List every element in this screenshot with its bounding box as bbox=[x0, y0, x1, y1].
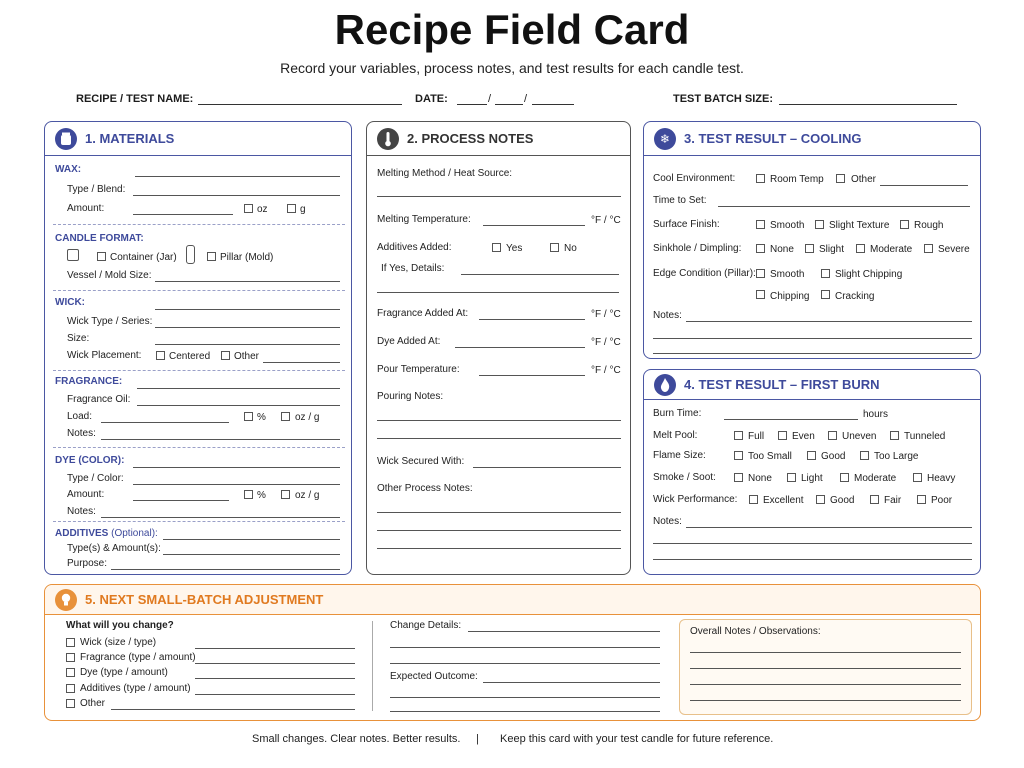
change-details-label: Change Details: bbox=[390, 620, 462, 631]
full-label: Full bbox=[748, 431, 765, 442]
wick-perf-label: Wick Performance: bbox=[653, 494, 738, 505]
wax-oz-checkbox[interactable] bbox=[244, 204, 253, 213]
melting-temp-field[interactable] bbox=[483, 225, 585, 226]
pillar-mold-label: Pillar (Mold) bbox=[220, 252, 274, 263]
process-panel bbox=[366, 121, 631, 575]
divider bbox=[53, 521, 345, 522]
wick-placement-label: Wick Placement: bbox=[67, 350, 142, 361]
footer-tagline: Small changes. Clear notes. Better results. bbox=[252, 733, 461, 745]
fragrance-oil-field[interactable] bbox=[137, 405, 340, 406]
smoke-moderate-checkbox[interactable] bbox=[840, 473, 849, 482]
type-color-field[interactable] bbox=[133, 484, 340, 485]
pouring-notes-field-2[interactable] bbox=[377, 438, 621, 439]
wick-field[interactable] bbox=[155, 309, 340, 310]
dye-added-unit: °F / °C bbox=[591, 337, 621, 348]
smoke-none-label: None bbox=[748, 473, 772, 484]
pouring-notes-label: Pouring Notes: bbox=[377, 391, 444, 402]
other-process-notes-label: Other Process Notes: bbox=[377, 483, 473, 494]
pouring-notes-field[interactable] bbox=[377, 420, 621, 421]
adj-other-checkbox[interactable] bbox=[66, 699, 75, 708]
overall-notes-line bbox=[690, 652, 961, 653]
burn-notes-label: Notes: bbox=[653, 516, 682, 527]
wick-size-label: Size: bbox=[67, 333, 90, 344]
melt-pool-label: Melt Pool: bbox=[653, 430, 698, 441]
uneven-label: Uneven bbox=[842, 431, 877, 442]
container-jar-label: Container (Jar) bbox=[110, 252, 177, 263]
pour-temp-unit: °F / °C bbox=[591, 365, 621, 376]
if-yes-field[interactable] bbox=[461, 274, 619, 275]
load-oz-g-checkbox[interactable] bbox=[281, 412, 290, 421]
fair-label: Fair bbox=[884, 495, 902, 506]
other-notes-field-2[interactable] bbox=[377, 530, 621, 531]
burn-title: 4. TEST RESULT – FIRST BURN bbox=[684, 377, 880, 392]
additives-field[interactable] bbox=[163, 539, 340, 540]
load-label: Load: bbox=[67, 411, 93, 422]
additives-section-label: ADDITIVES (Optional): bbox=[55, 528, 158, 539]
change-details-field-2[interactable] bbox=[390, 647, 660, 648]
divider bbox=[53, 224, 345, 225]
batch-size-field[interactable] bbox=[779, 104, 957, 105]
rough-label: Rough bbox=[914, 220, 944, 231]
dye-section-label: DYE (COLOR): bbox=[55, 455, 125, 466]
date-month-field[interactable] bbox=[457, 104, 487, 105]
other-notes-field[interactable] bbox=[377, 512, 621, 513]
centered-label: Centered bbox=[169, 351, 211, 362]
uneven-checkbox[interactable] bbox=[828, 431, 837, 440]
footer-reference-note: Keep this card with your test candle for future reference. bbox=[500, 733, 774, 745]
fair-checkbox[interactable] bbox=[870, 495, 879, 504]
wick-section-label: WICK: bbox=[55, 297, 85, 308]
perf-good-label: Good bbox=[830, 495, 855, 506]
edge-condition-label: Edge Condition (Pillar): bbox=[653, 268, 756, 279]
wax-g-checkbox[interactable] bbox=[287, 204, 296, 213]
wax-amount-label: Amount: bbox=[67, 203, 105, 214]
fragrance-added-label: Fragrance Added At: bbox=[377, 308, 469, 319]
expected-outcome-field-2[interactable] bbox=[390, 697, 660, 698]
melting-temp-label: Melting Temperature: bbox=[377, 214, 471, 225]
smoke-moderate-label: Moderate bbox=[854, 473, 897, 484]
materials-panel bbox=[44, 121, 352, 575]
adjustment-panel bbox=[44, 584, 981, 721]
burn-notes-field-3[interactable] bbox=[653, 559, 972, 560]
change-details-field[interactable] bbox=[468, 631, 660, 632]
smoke-heavy-checkbox[interactable] bbox=[913, 473, 922, 482]
adjustment-title: 5. NEXT SMALL-BATCH ADJUSTMENT bbox=[85, 592, 324, 607]
divider bbox=[53, 447, 345, 448]
jar-format-icon bbox=[67, 249, 79, 261]
cool-other-checkbox[interactable] bbox=[836, 174, 845, 183]
slight-texture-checkbox[interactable] bbox=[815, 220, 824, 229]
snowflake-icon: ❄ bbox=[654, 128, 676, 150]
load-field[interactable] bbox=[101, 422, 229, 423]
centered-checkbox[interactable] bbox=[156, 351, 165, 360]
cooling-notes-label: Notes: bbox=[653, 310, 682, 321]
surface-finish-label: Surface Finish: bbox=[653, 219, 720, 230]
excellent-label: Excellent bbox=[763, 495, 804, 506]
additives-no-checkbox[interactable] bbox=[550, 243, 559, 252]
sink-slight-label: Slight bbox=[819, 244, 845, 255]
room-temp-label: Room Temp bbox=[770, 174, 824, 185]
sink-severe-label: Severe bbox=[938, 244, 970, 255]
purpose-label: Purpose: bbox=[67, 558, 108, 569]
poor-checkbox[interactable] bbox=[917, 495, 926, 504]
overall-notes-line bbox=[690, 668, 961, 669]
date-slash-2: / bbox=[524, 93, 528, 105]
dye-notes-field[interactable] bbox=[101, 517, 340, 518]
adj-other-label: Other bbox=[80, 698, 106, 709]
thermometer-icon bbox=[377, 128, 399, 150]
chipping-label: Chipping bbox=[770, 291, 810, 302]
too-large-checkbox[interactable] bbox=[860, 451, 869, 460]
expected-outcome-field[interactable] bbox=[483, 682, 660, 683]
cool-other-label: Other bbox=[851, 174, 877, 185]
room-temp-checkbox[interactable] bbox=[756, 174, 765, 183]
wick-type-label: Wick Type / Series: bbox=[67, 316, 153, 327]
melting-method-label: Melting Method / Heat Source: bbox=[377, 168, 513, 179]
fragrance-added-unit: °F / °C bbox=[591, 309, 621, 320]
too-small-label: Too Small bbox=[748, 451, 792, 462]
cracking-checkbox[interactable] bbox=[821, 290, 830, 299]
sink-severe-checkbox[interactable] bbox=[924, 244, 933, 253]
adj-additives-field[interactable] bbox=[195, 694, 355, 695]
recipe-name-field[interactable] bbox=[198, 104, 402, 105]
dye-oz-g-label: oz / g bbox=[295, 490, 320, 501]
burn-time-label: Burn Time: bbox=[653, 408, 702, 419]
cracking-label: Cracking bbox=[835, 291, 875, 302]
adj-dye-checkbox[interactable] bbox=[66, 668, 75, 677]
rough-checkbox[interactable] bbox=[900, 220, 909, 229]
fragrance-field[interactable] bbox=[137, 388, 340, 389]
burn-header bbox=[644, 370, 980, 400]
adj-additives-label: Additives (type / amount) bbox=[80, 683, 191, 694]
pillar-mold-checkbox[interactable] bbox=[207, 252, 216, 261]
dye-field[interactable] bbox=[133, 467, 340, 468]
flame-size-label: Flame Size: bbox=[653, 450, 706, 461]
materials-header bbox=[45, 122, 351, 156]
date-label: DATE: bbox=[415, 93, 448, 105]
burn-notes-field[interactable] bbox=[686, 527, 972, 528]
overall-notes-line bbox=[690, 700, 961, 701]
wick-size-field[interactable] bbox=[155, 344, 340, 345]
wick-other-checkbox[interactable] bbox=[221, 351, 230, 360]
overall-notes-line bbox=[690, 684, 961, 685]
melting-temp-unit: °F / °C bbox=[591, 215, 621, 226]
dye-notes-label: Notes: bbox=[67, 506, 96, 517]
wax-oz-label: oz bbox=[257, 204, 268, 215]
burn-time-field[interactable] bbox=[724, 419, 858, 420]
flame-good-label: Good bbox=[821, 451, 846, 462]
cooling-title: 3. TEST RESULT – COOLING bbox=[684, 131, 862, 146]
types-amounts-label: Type(s) & Amount(s): bbox=[67, 543, 161, 554]
additives-yes-label: Yes bbox=[506, 243, 523, 254]
perf-good-checkbox[interactable] bbox=[816, 495, 825, 504]
wax-section-label: WAX: bbox=[55, 164, 82, 175]
smoke-none-checkbox[interactable] bbox=[734, 473, 743, 482]
vessel-size-field[interactable] bbox=[155, 281, 340, 282]
types-amounts-field[interactable] bbox=[163, 554, 340, 555]
load-percent-checkbox[interactable] bbox=[244, 412, 253, 421]
wick-secured-field[interactable] bbox=[473, 467, 621, 468]
too-large-label: Too Large bbox=[874, 451, 919, 462]
smoke-heavy-label: Heavy bbox=[927, 473, 956, 484]
fragrance-added-field[interactable] bbox=[479, 319, 585, 320]
process-header bbox=[367, 122, 630, 156]
date-slash-1: / bbox=[488, 93, 492, 105]
cooling-notes-field-2[interactable] bbox=[653, 338, 972, 339]
adj-additives-checkbox[interactable] bbox=[66, 684, 75, 693]
sink-moderate-checkbox[interactable] bbox=[856, 244, 865, 253]
additives-added-label: Additives Added: bbox=[377, 242, 452, 253]
expected-outcome-field-3[interactable] bbox=[390, 711, 660, 712]
edge-smooth-checkbox[interactable] bbox=[756, 269, 765, 278]
adj-wick-field[interactable] bbox=[195, 648, 355, 649]
time-to-set-field[interactable] bbox=[718, 206, 970, 207]
wick-type-field[interactable] bbox=[155, 327, 340, 328]
cool-other-field[interactable] bbox=[880, 185, 968, 186]
type-blend-field[interactable] bbox=[133, 195, 340, 196]
fragrance-notes-field[interactable] bbox=[101, 439, 340, 440]
type-color-label: Type / Color: bbox=[67, 473, 124, 484]
edge-smooth-label: Smooth bbox=[770, 269, 805, 280]
sink-slight-checkbox[interactable] bbox=[805, 244, 814, 253]
page-subtitle: Record your variables, process notes, and test results for each candle test. bbox=[280, 60, 744, 76]
adjustment-header bbox=[45, 585, 980, 615]
container-jar-checkbox[interactable] bbox=[97, 252, 106, 261]
tunneled-label: Tunneled bbox=[904, 431, 946, 442]
dye-percent-label: % bbox=[257, 490, 266, 501]
process-title: 2. PROCESS NOTES bbox=[407, 131, 534, 146]
too-small-checkbox[interactable] bbox=[734, 451, 743, 460]
adj-other-field[interactable] bbox=[111, 709, 355, 710]
cool-env-label: Cool Environment: bbox=[653, 173, 736, 184]
smoke-light-checkbox[interactable] bbox=[787, 473, 796, 482]
candle-format-section-label: CANDLE FORMAT: bbox=[55, 233, 144, 244]
sink-none-label: None bbox=[770, 244, 794, 255]
divider bbox=[53, 290, 345, 291]
slight-chipping-label: Slight Chipping bbox=[835, 269, 903, 280]
cooling-panel bbox=[643, 121, 981, 359]
smooth-label: Smooth bbox=[770, 220, 805, 231]
adj-fragrance-field[interactable] bbox=[195, 663, 355, 664]
adj-fragrance-checkbox[interactable] bbox=[66, 653, 75, 662]
time-to-set-label: Time to Set: bbox=[653, 195, 707, 206]
load-percent-label: % bbox=[257, 412, 266, 423]
sink-none-checkbox[interactable] bbox=[756, 244, 765, 253]
divider bbox=[53, 370, 345, 371]
other-notes-field-3[interactable] bbox=[377, 548, 621, 549]
chipping-checkbox[interactable] bbox=[756, 290, 765, 299]
cooling-header bbox=[644, 122, 980, 156]
if-yes-label: If Yes, Details: bbox=[381, 263, 445, 274]
wick-other-field[interactable] bbox=[263, 362, 340, 363]
wax-amount-field[interactable] bbox=[133, 214, 233, 215]
wick-secured-label: Wick Secured With: bbox=[377, 456, 465, 467]
tunneled-checkbox[interactable] bbox=[890, 431, 899, 440]
flame-icon bbox=[654, 374, 676, 396]
if-yes-field-2[interactable] bbox=[377, 292, 619, 293]
dye-added-label: Dye Added At: bbox=[377, 336, 441, 347]
dye-amount-label: Amount: bbox=[67, 489, 105, 500]
overall-notes-label: Overall Notes / Observations: bbox=[690, 626, 821, 637]
cooling-notes-field-3[interactable] bbox=[653, 353, 972, 354]
adj-wick-checkbox[interactable] bbox=[66, 638, 75, 647]
load-oz-g-label: oz / g bbox=[295, 412, 320, 423]
burn-notes-field-2[interactable] bbox=[653, 543, 972, 544]
even-label: Even bbox=[792, 431, 815, 442]
purpose-field[interactable] bbox=[111, 569, 340, 570]
batch-size-label: TEST BATCH SIZE: bbox=[673, 93, 774, 105]
pour-temp-label: Pour Temperature: bbox=[377, 364, 460, 375]
adj-dye-field[interactable] bbox=[195, 678, 355, 679]
smooth-checkbox[interactable] bbox=[756, 220, 765, 229]
recipe-name-label: RECIPE / TEST NAME: bbox=[76, 93, 194, 105]
lightbulb-icon bbox=[55, 589, 77, 611]
sink-moderate-label: Moderate bbox=[870, 244, 913, 255]
vessel-size-label: Vessel / Mold Size: bbox=[67, 270, 152, 281]
slight-texture-label: Slight Texture bbox=[829, 220, 890, 231]
footer-separator: | bbox=[476, 733, 479, 745]
wax-field[interactable] bbox=[135, 176, 340, 177]
adj-fragrance-label: Fragrance (type / amount) bbox=[80, 652, 196, 663]
jar-icon bbox=[55, 128, 77, 150]
fragrance-oil-label: Fragrance Oil: bbox=[67, 394, 131, 405]
pour-temp-field[interactable] bbox=[479, 375, 585, 376]
type-blend-label: Type / Blend: bbox=[67, 184, 126, 195]
slight-chipping-checkbox[interactable] bbox=[821, 269, 830, 278]
dye-oz-g-checkbox[interactable] bbox=[281, 490, 290, 499]
full-checkbox[interactable] bbox=[734, 431, 743, 440]
excellent-checkbox[interactable] bbox=[749, 495, 758, 504]
smoke-light-label: Light bbox=[801, 473, 823, 484]
column-divider bbox=[372, 621, 373, 711]
dye-added-field[interactable] bbox=[455, 347, 585, 348]
melting-method-field[interactable] bbox=[377, 196, 621, 197]
adj-dye-label: Dye (type / amount) bbox=[80, 667, 168, 678]
additives-no-label: No bbox=[564, 243, 577, 254]
wick-other-label: Other bbox=[234, 351, 260, 362]
overall-notes-box[interactable] bbox=[679, 619, 972, 715]
cooling-notes-field[interactable] bbox=[686, 321, 972, 322]
dye-percent-checkbox[interactable] bbox=[244, 490, 253, 499]
hours-label: hours bbox=[863, 409, 889, 420]
sinkhole-label: Sinkhole / Dimpling: bbox=[653, 243, 742, 254]
pillar-format-icon bbox=[186, 245, 195, 264]
smoke-label: Smoke / Soot: bbox=[653, 472, 716, 483]
flame-good-checkbox[interactable] bbox=[807, 451, 816, 460]
date-day-field[interactable] bbox=[495, 104, 523, 105]
page-title: Recipe Field Card bbox=[334, 6, 690, 53]
materials-title: 1. MATERIALS bbox=[85, 131, 175, 146]
dye-amount-field[interactable] bbox=[133, 500, 229, 501]
fragrance-section-label: FRAGRANCE: bbox=[55, 376, 123, 387]
adj-wick-label: Wick (size / type) bbox=[80, 637, 157, 648]
poor-label: Poor bbox=[931, 495, 953, 506]
change-details-field-3[interactable] bbox=[390, 663, 660, 664]
date-year-field[interactable] bbox=[532, 104, 574, 105]
additives-yes-checkbox[interactable] bbox=[492, 243, 501, 252]
wax-g-label: g bbox=[300, 204, 306, 215]
even-checkbox[interactable] bbox=[778, 431, 787, 440]
burn-panel bbox=[643, 369, 981, 575]
expected-outcome-label: Expected Outcome: bbox=[390, 671, 478, 682]
fragrance-notes-label: Notes: bbox=[67, 428, 96, 439]
what-change-label: What will you change? bbox=[66, 620, 174, 631]
